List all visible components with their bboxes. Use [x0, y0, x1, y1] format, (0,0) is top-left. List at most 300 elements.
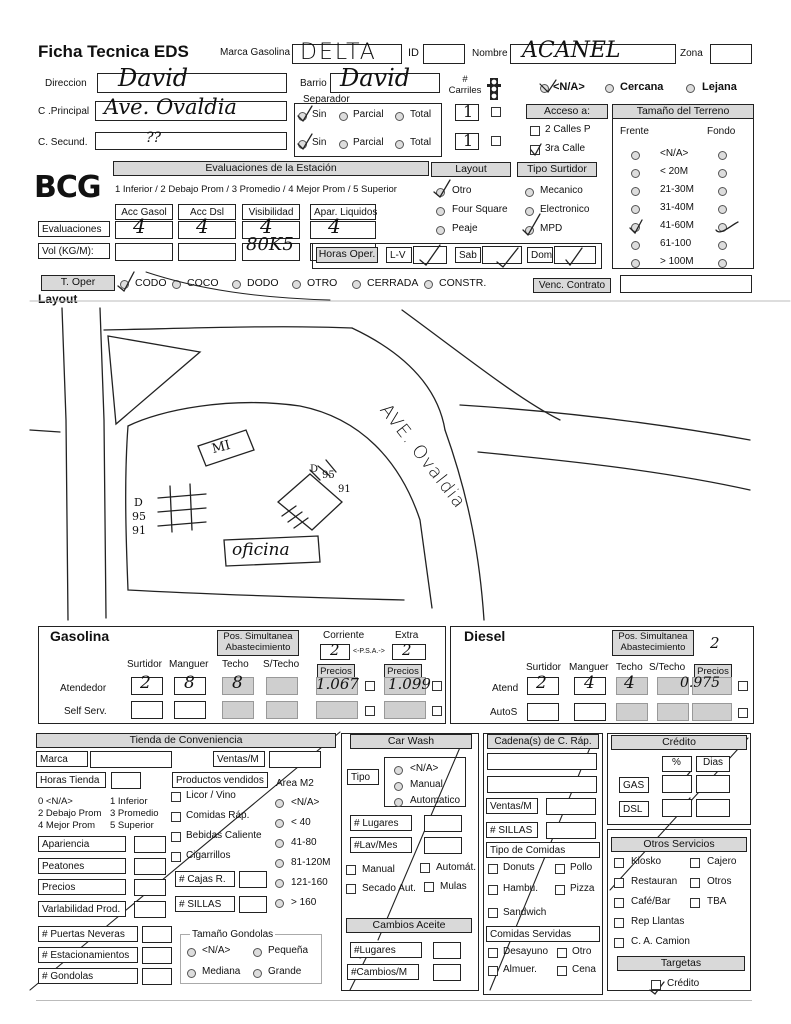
psa-label: <-P.S.A.->: [353, 648, 385, 655]
eval-col-0: Acc Gasol: [115, 204, 173, 220]
otros-label-6: Rep Llantas: [631, 916, 685, 927]
fondo-radio-6[interactable]: [718, 259, 727, 268]
dsl-precio-auto[interactable]: [692, 703, 732, 721]
area-radio-3[interactable]: [275, 859, 284, 868]
bcg-logo: BCG: [34, 170, 101, 205]
form-title: Ficha Tecnica EDS: [38, 42, 189, 61]
venc-contrato-field[interactable]: [620, 275, 752, 293]
sep1-parcial-label: Parcial: [353, 109, 384, 120]
frente-label: Frente: [620, 126, 649, 137]
dsl-surtidor-value: 2: [536, 673, 547, 693]
toper-radio-0[interactable]: [120, 280, 129, 289]
tienda-field-label-1: Peatones: [38, 858, 126, 874]
terreno-option-label-2: 21-30M: [660, 184, 694, 195]
carwash-manual-radio[interactable]: [394, 782, 403, 791]
gondola-grande-label: Grande: [268, 966, 302, 977]
tienda-bottom-label-0: # Puertas Neveras: [38, 926, 138, 942]
credito-gas-pct[interactable]: [662, 775, 692, 793]
pump2-d-label: D: [310, 464, 319, 475]
tienda-field-value-2[interactable]: [134, 879, 166, 896]
layout-four-square-radio[interactable]: [436, 207, 445, 216]
frente-radio-2[interactable]: [631, 187, 640, 196]
tienda-field-value-0[interactable]: [134, 836, 166, 853]
dsl-precio-value: 0.975: [680, 675, 721, 691]
tienda-bottom-field-1[interactable]: [142, 947, 172, 964]
dsl-precio-auto-check[interactable]: [738, 708, 748, 718]
carriles-principal-value: 1: [463, 102, 474, 121]
tienda-field-label-2: Precios: [38, 879, 126, 895]
horas-lv-field[interactable]: [413, 246, 447, 264]
dsl-precios-label: Precios: [694, 664, 732, 679]
layout-otro-radio[interactable]: [436, 188, 445, 197]
sep2-total-radio[interactable]: [395, 140, 404, 149]
tienda-scale-left-1: 2 Debajo Prom: [38, 808, 102, 819]
eval-col-2: Visibilidad: [242, 204, 300, 220]
cadena-field-1[interactable]: [487, 753, 597, 770]
tienda-field-value-3[interactable]: [134, 901, 166, 918]
area-radio-1[interactable]: [275, 819, 284, 828]
carriles-secund-value: 1: [463, 131, 474, 150]
credito-gas-label: GAS: [619, 777, 649, 793]
tipo-comidas-label: Tipo de Comidas: [486, 842, 600, 858]
sketch-street-label: AVE. Ovaldia: [375, 400, 470, 513]
toper-radio-2[interactable]: [232, 280, 241, 289]
sep2-parcial-radio[interactable]: [339, 140, 348, 149]
carwash-auto-label: Automatico: [410, 795, 461, 806]
toper-label-4: CERRADA: [367, 277, 419, 289]
credito-dsl-label: DSL: [619, 801, 649, 817]
gas-precio2-value: 1.099: [388, 675, 431, 693]
tarjetas-header: Targetas: [617, 956, 745, 971]
nombre-label: Nombre: [472, 48, 508, 59]
diesel-title: Diesel: [464, 628, 506, 644]
otros-label-5: TBA: [707, 896, 727, 907]
fondo-radio-3[interactable]: [718, 205, 727, 214]
sep1-sin-radio[interactable]: [298, 112, 307, 121]
comidas-servidas-label: Comidas Servidas: [486, 926, 600, 942]
credito-dsl-dias[interactable]: [696, 799, 730, 817]
fondo-radio-4[interactable]: [718, 223, 727, 232]
credito-header: Crédito: [611, 735, 747, 750]
terreno-option-label-6: > 100M: [660, 256, 694, 267]
area-radio-0[interactable]: [275, 799, 284, 808]
lejana-label: Lejana: [702, 81, 737, 93]
tienda-field-label-0: Apariencia: [38, 836, 126, 852]
c-secund-label: C. Secund.: [38, 137, 88, 148]
dsl-col-manguer: Manguer: [569, 662, 609, 673]
sep1-total-radio[interactable]: [395, 112, 404, 121]
evaluaciones-scale: 1 Inferior / 2 Debajo Prom / 3 Promedio / 4 Mejor Prom / 5 Superior: [115, 184, 397, 195]
sep1-total-label: Total: [410, 109, 432, 120]
traffic-light-icon: [487, 78, 501, 100]
credito-gas-dias[interactable]: [696, 775, 730, 793]
toper-radio-5[interactable]: [424, 280, 433, 289]
carwash-manual-check-label: Manual: [362, 864, 395, 875]
carwash-lav-label: #Lav/Mes: [350, 837, 412, 853]
frente-radio-5[interactable]: [631, 241, 640, 250]
pizza-check[interactable]: [555, 885, 565, 895]
area-label-4: 121-160: [291, 877, 328, 888]
surtidor-header: Tipo Surtidor: [517, 162, 597, 177]
surtidor-electronico-radio[interactable]: [525, 207, 534, 216]
proximidad-na-label: <N/A>: [553, 81, 585, 93]
pump2-91-label: 91: [338, 484, 351, 495]
surtidor-mecanico-label: Mecanico: [540, 185, 583, 196]
gondola-mediana-label: Mediana: [202, 966, 241, 977]
direccion-value: David: [118, 64, 189, 92]
credito-dsl-pct[interactable]: [662, 799, 692, 817]
layout-opts-header: Layout: [431, 162, 511, 177]
eval-field-3[interactable]: [310, 221, 376, 239]
area-radio-5[interactable]: [275, 899, 284, 908]
toper-radio-3[interactable]: [292, 280, 301, 289]
otros-header: Otros Servicios: [611, 837, 747, 852]
carwash-secado-check[interactable]: [346, 884, 356, 894]
sep2-total-label: Total: [410, 137, 432, 148]
otros-label-0: Kiosko: [631, 856, 662, 867]
frente-radio-6[interactable]: [631, 259, 640, 268]
credito-pct-label: %: [672, 757, 681, 768]
acceso-header: Acceso a:: [526, 104, 608, 119]
hambu-check[interactable]: [488, 885, 498, 895]
producto-label-3: Cigarrillos: [186, 850, 231, 861]
sketch-title: Layout: [38, 292, 78, 306]
diesel-pos-value: 2: [710, 634, 720, 652]
frente-radio-3[interactable]: [631, 205, 640, 214]
tarjeta-credito-check[interactable]: [651, 980, 661, 990]
carwash-mulas-label: Mulas: [440, 881, 467, 892]
productos-header: Productos vendidos: [172, 772, 268, 788]
tienda-ventas-label: Ventas/M: [213, 751, 265, 767]
pizza-label: Pizza: [570, 883, 595, 894]
gas-surtidor-self[interactable]: [131, 701, 163, 719]
autos-label: AutoS: [490, 707, 518, 718]
tienda-scale-right-0: 1 Inferior: [110, 796, 148, 807]
lejana-radio[interactable]: [686, 84, 695, 93]
gas-col-surtidor: Surtidor: [127, 659, 163, 670]
surtidor-electronico-label: Electronico: [540, 204, 590, 215]
sep2-sin-radio[interactable]: [298, 140, 307, 149]
surtidor-mpd-radio[interactable]: [525, 226, 534, 235]
gas-precio2-check[interactable]: [432, 681, 442, 691]
hambu-label: Hambu.: [503, 883, 539, 894]
carriles-secund-check[interactable]: [491, 136, 501, 146]
gondola-pequena-label: Pequeña: [268, 945, 309, 956]
cadena-ventas-field[interactable]: [546, 798, 596, 815]
horas-tienda-label: Horas Tienda: [36, 772, 106, 788]
gas-techo-value: 8: [232, 673, 243, 693]
desayuno-check[interactable]: [488, 948, 498, 958]
dsl-techo-auto[interactable]: [616, 703, 648, 721]
gas-precio1-self[interactable]: [316, 701, 358, 719]
surtidor-mecanico-radio[interactable]: [525, 188, 534, 197]
evaluaciones-row-label: Evaluaciones: [38, 221, 110, 237]
layout-otro-label: Otro: [452, 185, 472, 196]
producto-check-0[interactable]: [171, 792, 181, 802]
tienda-field-value-1[interactable]: [134, 858, 166, 875]
toper-radio-1[interactable]: [172, 280, 181, 289]
bottom-divider: [36, 1000, 752, 1001]
cadena-header: Cadena(s) de C. Ráp.: [487, 734, 599, 749]
tarjeta-credito-label: Crédito: [667, 978, 700, 989]
dsl-col-stecho: S/Techo: [649, 662, 686, 673]
area-label-2: 41-80: [291, 837, 317, 848]
vol-label: Vol (KG/M):: [38, 243, 110, 259]
tienda-scale-left-0: 0 <N/A>: [38, 796, 73, 807]
id-label: ID: [408, 47, 419, 59]
producto-check-1[interactable]: [171, 812, 181, 822]
marca-value: DELTA: [300, 40, 377, 65]
surtidor-mpd-label: MPD: [540, 223, 563, 234]
cadena-sillas-label: # SILLAS: [486, 822, 538, 838]
carriles-principal-check[interactable]: [491, 107, 501, 117]
acceso-3ra-label: 3ra Calle: [545, 143, 586, 154]
otros-check-5[interactable]: [690, 898, 700, 908]
gondola-grande-radio[interactable]: [253, 969, 262, 978]
gondola-na-label: <N/A>: [202, 945, 231, 956]
carwash-auto-radio[interactable]: [394, 798, 403, 807]
tienda-marca-label: Marca: [36, 751, 88, 767]
aceite-lugares-field[interactable]: [433, 942, 461, 959]
producto-check-2[interactable]: [171, 832, 181, 842]
c-secund-value: ??: [146, 130, 162, 146]
diesel-pos-label: Pos. Simultanea Abastecimiento: [612, 630, 694, 656]
otros-check-3[interactable]: [690, 878, 700, 888]
corriente-label: Corriente: [323, 630, 365, 641]
tienda-field-label-3: Varlabilidad Prod.: [38, 901, 126, 917]
gas-precio2-self-check[interactable]: [432, 706, 442, 716]
tienda-scale-left-2: 4 Mejor Prom: [38, 820, 96, 831]
pump1-91-label: 91: [132, 524, 146, 537]
vol-field-1[interactable]: [178, 243, 236, 261]
c-secund-field[interactable]: [95, 132, 287, 150]
tienda-ventas-field[interactable]: [269, 751, 321, 768]
pollo-check[interactable]: [555, 864, 565, 874]
area-label-3: 81-120M: [291, 857, 331, 868]
extra-label: Extra: [395, 630, 419, 641]
gas-stecho-self[interactable]: [266, 701, 298, 719]
sep2-parcial-label: Parcial: [353, 137, 384, 148]
terreno-option-label-4: 41-60M: [660, 220, 694, 231]
horas-lv-label: L-V: [386, 247, 412, 263]
horas-sab-label: Sab: [455, 247, 481, 263]
zona-field[interactable]: [710, 44, 752, 64]
cadena-sillas-field[interactable]: [546, 822, 596, 839]
tienda-bottom-label-2: # Gondolas: [38, 968, 138, 984]
carwash-na-label: <N/A>: [410, 763, 439, 774]
terreno-option-label-0: <N/A>: [660, 148, 689, 159]
dsl-surtidor-auto[interactable]: [527, 703, 559, 721]
terreno-option-label-3: 31-40M: [660, 202, 694, 213]
fondo-label: Fondo: [707, 126, 736, 137]
producto-check-3[interactable]: [171, 852, 181, 862]
toper-label-0: CODO: [135, 277, 167, 289]
otro-comida-label: Otro: [572, 946, 592, 957]
sandwich-check[interactable]: [488, 908, 498, 918]
cena-check[interactable]: [557, 966, 567, 976]
dsl-stecho-auto[interactable]: [657, 703, 689, 721]
frente-radio-0[interactable]: [631, 151, 640, 160]
otro-comida-check[interactable]: [557, 948, 567, 958]
carwash-lugares-label: # Lugares: [350, 815, 412, 831]
barrio-label: Barrio: [300, 78, 327, 89]
sep1-sin-label: Sin: [312, 109, 327, 120]
pollo-label: Pollo: [570, 862, 593, 873]
cadena-field-2[interactable]: [487, 776, 597, 793]
fondo-radio-0[interactable]: [718, 151, 727, 160]
eval-value-2: 4: [260, 214, 273, 238]
corriente-value: 2: [330, 641, 340, 659]
horas-tienda-field[interactable]: [111, 772, 141, 789]
sketch-oficina-label: oficina: [232, 540, 290, 560]
cena-label: Cena: [572, 964, 596, 975]
gas-precios-label-1: Precios: [317, 664, 355, 679]
toper-label-5: CONSTR.: [439, 277, 487, 289]
carriles-label: # Carriles: [448, 74, 482, 96]
area-radio-4[interactable]: [275, 879, 284, 888]
otros-check-7[interactable]: [614, 938, 624, 948]
acceso-3ra-check[interactable]: [530, 145, 540, 155]
gas-precio2-self[interactable]: [384, 701, 426, 719]
id-field[interactable]: [423, 44, 465, 64]
otros-check-6[interactable]: [614, 918, 624, 928]
fondo-radio-5[interactable]: [718, 241, 727, 250]
gas-precios-label-2: Precios: [384, 664, 422, 679]
otros-label-3: Otros: [707, 876, 732, 887]
gasolina-pos-label: Pos. Simultanea Abastecimiento: [217, 630, 299, 656]
gas-precio1-check[interactable]: [365, 681, 375, 691]
dsl-manguer-auto[interactable]: [574, 703, 606, 721]
gas-col-techo: Techo: [222, 659, 249, 670]
layout-peaje-radio[interactable]: [436, 226, 445, 235]
dsl-col-techo: Techo: [616, 662, 643, 673]
gondolas-title: Tamaño Gondolas: [192, 929, 274, 940]
gas-col-stecho: S/Techo: [263, 659, 300, 670]
eval-value-3: 4: [328, 214, 341, 238]
tienda-header: Tienda de Conveniencia: [36, 733, 336, 748]
atendedor-label: Atendedor: [60, 683, 107, 694]
dsl-techo-value: 4: [624, 673, 635, 693]
carwash-lugares-field[interactable]: [424, 815, 462, 832]
gas-stecho-att[interactable]: [266, 677, 298, 695]
producto-label-0: Licor / Vino: [186, 790, 236, 801]
desayuno-label: Desayuno: [503, 946, 549, 957]
aceite-header: Cambios Aceite: [346, 918, 472, 933]
gas-manguer-self[interactable]: [174, 701, 206, 719]
gas-col-manguer: Manguer: [169, 659, 209, 670]
gondola-mediana-radio[interactable]: [187, 969, 196, 978]
otros-check-0[interactable]: [614, 858, 624, 868]
proximidad-na-radio[interactable]: [540, 84, 549, 93]
otros-check-2[interactable]: [614, 878, 624, 888]
tienda-marca-field[interactable]: [90, 751, 172, 768]
credito-dias-label: Dias: [703, 757, 724, 768]
area-label-1: < 40: [291, 817, 311, 828]
acceso-2calles-label: 2 Calles P: [545, 124, 591, 135]
tienda-bottom-field-2[interactable]: [142, 968, 172, 985]
horas-sab-field[interactable]: [482, 246, 522, 264]
gasolina-title: Gasolina: [50, 628, 110, 644]
otros-check-4[interactable]: [614, 898, 624, 908]
area-radio-2[interactable]: [275, 839, 284, 848]
donuts-check[interactable]: [488, 864, 498, 874]
frente-radio-4[interactable]: [631, 223, 640, 232]
area-header: Area M2: [276, 778, 314, 789]
almuer-check[interactable]: [488, 966, 498, 976]
aceite-cambios-field[interactable]: [433, 964, 461, 981]
tienda-scale-right-2: 5 Superior: [110, 820, 154, 831]
gas-surtidor-value: 2: [140, 673, 151, 693]
terreno-option-label-1: < 20M: [660, 166, 689, 177]
dsl-precio-check[interactable]: [738, 681, 748, 691]
pump2-95-label: 95: [322, 470, 335, 481]
otros-label-2: Restauran: [631, 876, 678, 887]
horas-label: Horas Oper.: [316, 247, 378, 263]
tienda-bottom-field-0[interactable]: [142, 926, 172, 943]
layout-peaje-label: Peaje: [452, 223, 478, 234]
direccion-label: Direccion: [45, 78, 87, 89]
aceite-cambios-label: #Cambios/M: [347, 964, 419, 980]
layout-four-square-label: Four Square: [452, 204, 508, 215]
gas-manguer-value: 8: [184, 673, 195, 693]
toper-radio-4[interactable]: [352, 280, 361, 289]
otros-label-7: C. A. Camion: [631, 936, 690, 947]
carwash-automat-check[interactable]: [420, 863, 430, 873]
frente-radio-1[interactable]: [631, 169, 640, 178]
cercana-radio[interactable]: [605, 84, 614, 93]
gondola-na-radio[interactable]: [187, 948, 196, 957]
cadena-ventas-label: Ventas/M: [486, 798, 538, 814]
eval-value-1: 4: [196, 214, 209, 238]
almuer-label: Almuer.: [503, 964, 537, 975]
otros-check-1[interactable]: [690, 858, 700, 868]
carwash-manual-check[interactable]: [346, 865, 356, 875]
cajas-field[interactable]: [239, 871, 267, 888]
vol-note: 80K5: [246, 234, 294, 255]
otros-label-4: Café/Bar: [631, 896, 671, 907]
c-principal-label: C .Principal: [38, 106, 90, 117]
dsl-col-surtidor: Surtidor: [526, 662, 562, 673]
fondo-radio-2[interactable]: [718, 187, 727, 196]
carwash-secado-label: Secado Aut.: [362, 883, 416, 894]
toper-label: T. Oper: [41, 275, 115, 291]
gas-precio1-self-check[interactable]: [365, 706, 375, 716]
toper-label-2: DODO: [247, 277, 279, 289]
eval-col-1: Acc Dsl: [178, 204, 236, 220]
atend-label: Atend: [492, 683, 519, 694]
carwash-automat-label: Automát.: [436, 862, 477, 873]
carwash-mulas-check[interactable]: [424, 882, 434, 892]
toper-label-3: OTRO: [307, 277, 338, 289]
acceso-2calles-check[interactable]: [530, 126, 540, 136]
horas-dom-field[interactable]: [554, 246, 596, 264]
sandwich-label: Sandwich: [503, 907, 547, 918]
fondo-radio-1[interactable]: [718, 169, 727, 178]
carwash-manual-label: Manual: [410, 779, 443, 790]
carwash-na-radio[interactable]: [394, 766, 403, 775]
vol-field-0[interactable]: [115, 243, 173, 261]
gondola-pequena-radio[interactable]: [253, 948, 262, 957]
tienda-sillas-field[interactable]: [239, 896, 267, 913]
carwash-lav-field[interactable]: [424, 837, 462, 854]
gas-techo-self[interactable]: [222, 701, 254, 719]
sketch-mi-label: MI: [210, 437, 232, 458]
horas-dom-label: Dom: [527, 247, 553, 263]
sep1-parcial-radio[interactable]: [339, 112, 348, 121]
producto-label-1: Comidas Ráp.: [186, 810, 250, 821]
pump1-95-label: 95: [132, 510, 146, 523]
extra-value: 2: [402, 641, 412, 659]
